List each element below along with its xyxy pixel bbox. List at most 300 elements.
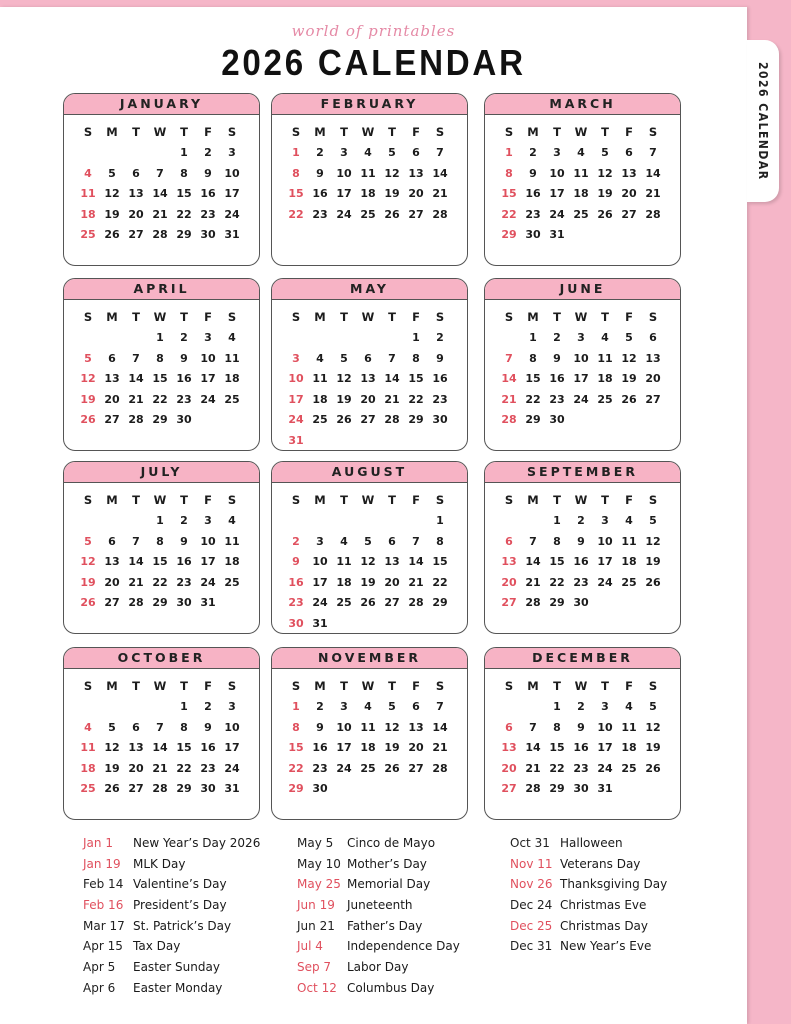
day-cell: 30: [200, 782, 216, 795]
day-cell: 6: [132, 166, 140, 180]
day-cell: 15: [288, 741, 304, 754]
day-cell: 16: [432, 372, 448, 385]
day-cell: 10: [224, 166, 240, 180]
day-cell: 2: [180, 331, 188, 344]
holiday-item: [83, 978, 260, 999]
holiday-date: Feb 16: [83, 898, 124, 913]
holiday-date: Jan 1: [83, 836, 113, 850]
day-cell: 5: [340, 351, 348, 365]
day-cell: 15: [432, 555, 448, 568]
day-cell: 17: [336, 187, 352, 200]
holiday-item: [83, 957, 260, 978]
holiday-item: [510, 936, 667, 957]
day-cell: 6: [108, 351, 116, 365]
day-cell: 10: [200, 534, 216, 548]
day-cell: 30: [573, 596, 589, 609]
day-cell: 11: [224, 351, 240, 365]
day-cell: 13: [128, 187, 144, 200]
holiday-name: Columbus Day: [347, 980, 435, 995]
weekday-label: W: [153, 310, 167, 324]
weekday-label: S: [227, 679, 237, 693]
day-cell: 20: [104, 392, 120, 406]
day-cell: 4: [84, 720, 92, 734]
day-cell: 2: [577, 700, 585, 713]
holiday-name: New Year’s Day 2026: [133, 836, 261, 850]
empty-cell: [124, 697, 148, 718]
day-cell: 8: [412, 351, 420, 365]
day-cell: 23: [312, 207, 328, 221]
holiday-date: Jul 4: [297, 939, 323, 954]
holiday-date: Jan 19: [83, 856, 121, 871]
day-cell: 22: [288, 761, 304, 775]
day-cell: 29: [501, 228, 517, 241]
weekday-label: T: [601, 310, 609, 324]
day-cell: 16: [176, 372, 192, 385]
day-cell: 31: [224, 782, 240, 795]
day-cell: 17: [336, 741, 352, 754]
day-grid: [485, 300, 680, 431]
day-cell: 3: [228, 700, 236, 713]
day-cell: 12: [645, 534, 661, 548]
day-cell: 16: [200, 741, 216, 754]
day-cell: 10: [549, 166, 565, 180]
day-cell: 7: [156, 166, 164, 180]
day-cell: 22: [525, 392, 541, 406]
weekday-label: W: [361, 125, 375, 139]
holiday-date: Sep 7: [297, 960, 332, 975]
holiday-date: Apr 6: [83, 980, 116, 995]
day-grid: [485, 115, 680, 246]
day-cell: 2: [204, 700, 212, 713]
month-card-april: [63, 278, 260, 451]
day-cell: 29: [432, 596, 448, 609]
day-cell: 6: [505, 720, 513, 734]
day-cell: 3: [316, 534, 324, 548]
day-cell: 29: [408, 413, 424, 426]
day-cell: 31: [200, 596, 216, 609]
day-cell: 14: [432, 166, 448, 180]
day-cell: 16: [573, 741, 589, 754]
day-cell: 18: [360, 187, 376, 200]
day-cell: 26: [384, 761, 400, 775]
month-title: JULY: [64, 462, 259, 483]
empty-cell: [124, 143, 148, 164]
month-card-march: [484, 93, 681, 266]
day-cell: 7: [436, 700, 444, 713]
day-cell: 2: [316, 146, 324, 159]
day-cell: 10: [336, 166, 352, 180]
weekday-label: W: [153, 125, 167, 139]
holiday-date: Nov 11: [510, 856, 553, 871]
holiday-name: Father’s Day: [347, 918, 423, 933]
day-cell: 4: [364, 146, 372, 159]
day-cell: 13: [128, 741, 144, 754]
empty-cell: [497, 697, 521, 718]
day-cell: 14: [128, 555, 144, 568]
day-cell: 7: [505, 351, 513, 365]
weekday-label: F: [412, 493, 420, 507]
day-cell: 27: [360, 413, 376, 426]
holiday-column: [297, 833, 460, 999]
day-cell: 27: [408, 207, 424, 221]
month-card-september: [484, 461, 681, 634]
day-cell: 25: [360, 207, 376, 221]
day-cell: 11: [224, 534, 240, 548]
weekday-label: T: [553, 679, 561, 693]
day-cell: 10: [312, 555, 328, 568]
day-cell: 30: [525, 228, 541, 241]
day-cell: 6: [625, 146, 633, 159]
day-cell: 18: [360, 741, 376, 754]
weekday-label: W: [574, 493, 588, 507]
day-cell: 10: [597, 720, 613, 734]
day-cell: 26: [80, 596, 96, 609]
day-cell: 20: [128, 761, 144, 775]
holiday-item: [297, 916, 460, 937]
day-cell: 1: [180, 146, 188, 159]
day-cell: 12: [80, 372, 96, 385]
day-cell: 1: [156, 331, 164, 344]
day-cell: 18: [621, 741, 637, 754]
day-cell: 12: [336, 372, 352, 385]
weekday-label: S: [435, 310, 445, 324]
weekday-label: S: [291, 493, 301, 507]
day-cell: 5: [108, 720, 116, 734]
day-cell: 31: [312, 616, 328, 630]
day-cell: 30: [432, 413, 448, 426]
weekday-label: T: [180, 310, 188, 324]
month-title: AUGUST: [272, 462, 467, 483]
day-cell: 10: [288, 372, 304, 385]
day-cell: 3: [204, 514, 212, 527]
day-cell: 6: [505, 534, 513, 548]
day-cell: 2: [436, 331, 444, 344]
day-cell: 24: [200, 575, 216, 589]
day-cell: 16: [200, 187, 216, 200]
day-cell: 21: [525, 575, 541, 589]
day-cell: 9: [577, 720, 585, 734]
holiday-date: Dec 31: [510, 939, 553, 954]
empty-cell: [404, 511, 428, 532]
day-cell: 25: [621, 575, 637, 589]
day-cell: 24: [597, 761, 613, 775]
holiday-item: [510, 874, 667, 895]
day-cell: 6: [132, 720, 140, 734]
day-cell: 17: [597, 555, 613, 568]
day-cell: 15: [176, 187, 192, 200]
day-cell: 22: [176, 761, 192, 775]
day-cell: 23: [312, 761, 328, 775]
day-cell: 9: [436, 351, 444, 365]
day-cell: 14: [152, 187, 168, 200]
day-cell: 17: [288, 392, 304, 406]
holiday-item: [297, 895, 460, 916]
day-cell: 2: [529, 146, 537, 159]
day-cell: 1: [505, 146, 513, 159]
weekday-label: S: [83, 493, 93, 507]
weekday-label: M: [106, 125, 118, 139]
day-cell: 5: [649, 700, 657, 713]
empty-cell: [100, 143, 124, 164]
day-cell: 26: [360, 596, 376, 609]
holiday-name: Independence Day: [347, 939, 460, 954]
empty-cell: [124, 511, 148, 532]
top-band: [0, 0, 791, 7]
day-cell: 25: [80, 228, 96, 241]
day-cell: 29: [152, 596, 168, 609]
day-cell: 28: [152, 782, 168, 795]
day-cell: 7: [649, 146, 657, 159]
day-cell: 11: [360, 720, 376, 734]
day-cell: 31: [288, 433, 304, 447]
day-cell: 7: [436, 146, 444, 159]
day-cell: 4: [577, 146, 585, 159]
day-cell: 22: [152, 575, 168, 589]
day-cell: 3: [340, 146, 348, 159]
day-cell: 12: [597, 166, 613, 180]
day-cell: 14: [152, 741, 168, 754]
day-cell: 3: [204, 331, 212, 344]
day-cell: 9: [180, 534, 188, 548]
day-cell: 9: [529, 166, 537, 180]
day-cell: 18: [224, 555, 240, 568]
day-cell: 2: [292, 534, 300, 548]
day-cell: 25: [224, 392, 240, 406]
day-cell: 8: [553, 534, 561, 548]
holiday-name: Christmas Day: [560, 918, 649, 933]
weekday-label: M: [314, 679, 326, 693]
weekday-label: S: [83, 310, 93, 324]
empty-cell: [497, 511, 521, 532]
day-cell: 22: [408, 392, 424, 406]
holiday-date: May 10: [297, 856, 341, 871]
day-cell: 6: [412, 146, 420, 159]
day-cell: 20: [408, 741, 424, 754]
day-cell: 7: [529, 720, 537, 734]
day-cell: 20: [621, 187, 637, 200]
day-cell: 8: [292, 166, 300, 180]
day-cell: 3: [577, 331, 585, 344]
day-cell: 13: [501, 741, 517, 754]
day-cell: 2: [577, 514, 585, 527]
day-cell: 16: [549, 372, 565, 385]
day-cell: 20: [645, 372, 661, 385]
day-cell: 8: [553, 720, 561, 734]
month-card-november: [271, 647, 468, 820]
day-cell: 26: [384, 207, 400, 221]
day-cell: 14: [645, 166, 661, 180]
day-cell: 14: [501, 372, 517, 385]
day-cell: 28: [432, 207, 448, 221]
holiday-date: Nov 26: [510, 877, 553, 892]
day-cell: 22: [501, 207, 517, 221]
empty-cell: [76, 328, 100, 349]
weekday-label: F: [625, 310, 633, 324]
empty-cell: [284, 328, 308, 349]
weekday-label: M: [106, 679, 118, 693]
day-cell: 10: [336, 720, 352, 734]
day-cell: 24: [336, 761, 352, 775]
day-cell: 18: [621, 555, 637, 568]
day-cell: 21: [501, 392, 517, 406]
day-cell: 22: [152, 392, 168, 406]
day-cell: 21: [432, 741, 448, 754]
holiday-date: May 25: [297, 877, 341, 892]
weekday-label: S: [291, 310, 301, 324]
day-cell: 11: [621, 534, 637, 548]
day-cell: 12: [384, 720, 400, 734]
day-cell: 19: [645, 555, 661, 568]
holiday-item: [297, 936, 460, 957]
day-cell: 7: [132, 534, 140, 548]
day-cell: 13: [104, 372, 120, 385]
weekday-label: F: [412, 125, 420, 139]
weekday-label: S: [648, 125, 658, 139]
holiday-item: [83, 874, 260, 895]
holiday-date: Dec 24: [510, 898, 553, 913]
holiday-date: Oct 12: [297, 980, 337, 995]
day-cell: 7: [388, 351, 396, 365]
day-cell: 15: [525, 372, 541, 385]
weekday-label: W: [153, 679, 167, 693]
holiday-item: [297, 874, 460, 895]
day-cell: 2: [316, 700, 324, 713]
day-cell: 18: [312, 392, 328, 406]
day-cell: 7: [132, 351, 140, 365]
holiday-item: [297, 833, 460, 854]
day-cell: 12: [621, 351, 637, 365]
day-cell: 26: [104, 228, 120, 241]
day-cell: 13: [408, 166, 424, 180]
side-tab: [747, 40, 779, 202]
day-cell: 5: [84, 351, 92, 365]
day-cell: 24: [549, 207, 565, 221]
day-cell: 3: [340, 700, 348, 713]
day-cell: 8: [505, 166, 513, 180]
day-cell: 2: [180, 514, 188, 527]
weekday-label: T: [132, 125, 140, 139]
day-cell: 5: [84, 534, 92, 548]
weekday-label: W: [153, 493, 167, 507]
day-cell: 19: [336, 392, 352, 406]
weekday-label: T: [340, 310, 348, 324]
weekday-label: S: [83, 679, 93, 693]
day-cell: 27: [501, 596, 517, 609]
holiday-name: Easter Sunday: [133, 960, 220, 975]
month-card-january: [63, 93, 260, 266]
empty-cell: [332, 511, 356, 532]
month-card-october: [63, 647, 260, 820]
weekday-label: F: [625, 679, 633, 693]
weekday-label: T: [388, 679, 396, 693]
month-title: FEBRUARY: [272, 94, 467, 115]
month-title: DECEMBER: [485, 648, 680, 669]
weekday-label: S: [504, 125, 514, 139]
weekday-label: F: [412, 310, 420, 324]
empty-cell: [356, 328, 380, 349]
day-cell: 25: [360, 761, 376, 775]
day-cell: 11: [336, 555, 352, 568]
day-cell: 8: [292, 720, 300, 734]
day-cell: 4: [228, 514, 236, 527]
day-cell: 29: [288, 782, 304, 795]
day-cell: 16: [312, 187, 328, 200]
day-cell: 16: [525, 187, 541, 200]
day-cell: 28: [501, 413, 517, 426]
day-cell: 1: [436, 514, 444, 527]
day-cell: 14: [128, 372, 144, 385]
weekday-label: S: [227, 310, 237, 324]
holiday-item: [83, 833, 260, 854]
day-cell: 15: [501, 187, 517, 200]
day-cell: 4: [84, 166, 92, 180]
day-cell: 21: [128, 392, 144, 406]
holiday-item: [297, 957, 460, 978]
day-cell: 23: [573, 575, 589, 589]
holiday-item: [83, 936, 260, 957]
day-cell: 1: [553, 514, 561, 527]
weekday-label: T: [340, 125, 348, 139]
day-cell: 19: [645, 741, 661, 754]
day-cell: 27: [408, 761, 424, 775]
day-cell: 11: [360, 166, 376, 180]
weekday-label: T: [132, 679, 140, 693]
holiday-date: Jun 21: [297, 918, 335, 933]
day-cell: 27: [621, 207, 637, 221]
day-cell: 18: [597, 372, 613, 385]
day-cell: 16: [176, 555, 192, 568]
day-cell: 20: [104, 575, 120, 589]
month-title: JUNE: [485, 279, 680, 300]
day-cell: 28: [645, 207, 661, 221]
weekday-label: F: [204, 310, 212, 324]
holiday-name: Labor Day: [347, 960, 409, 975]
day-cell: 25: [224, 575, 240, 589]
day-cell: 17: [224, 187, 240, 200]
holiday-item: [83, 895, 260, 916]
weekday-label: M: [314, 493, 326, 507]
day-cell: 24: [224, 761, 240, 775]
day-cell: 29: [176, 782, 192, 795]
day-grid: [272, 300, 467, 451]
weekday-label: T: [601, 679, 609, 693]
holiday-name: Valentine’s Day: [133, 877, 227, 892]
holiday-item: [510, 833, 667, 854]
day-cell: 29: [549, 596, 565, 609]
day-grid: [485, 483, 680, 614]
empty-cell: [380, 511, 404, 532]
day-cell: 1: [412, 331, 420, 344]
day-grid: [272, 483, 467, 634]
weekday-label: T: [601, 493, 609, 507]
day-cell: 24: [336, 207, 352, 221]
weekday-label: S: [435, 125, 445, 139]
weekday-label: F: [204, 493, 212, 507]
day-cell: 9: [204, 166, 212, 180]
weekday-label: W: [574, 679, 588, 693]
day-cell: 2: [553, 331, 561, 344]
day-cell: 11: [573, 166, 589, 180]
day-cell: 13: [384, 555, 400, 568]
day-grid: [64, 115, 259, 246]
weekday-label: W: [361, 679, 375, 693]
day-cell: 21: [128, 575, 144, 589]
day-cell: 25: [597, 392, 613, 406]
day-cell: 9: [316, 166, 324, 180]
day-cell: 8: [529, 351, 537, 365]
holiday-date: Dec 25: [510, 918, 553, 933]
day-cell: 29: [525, 413, 541, 426]
